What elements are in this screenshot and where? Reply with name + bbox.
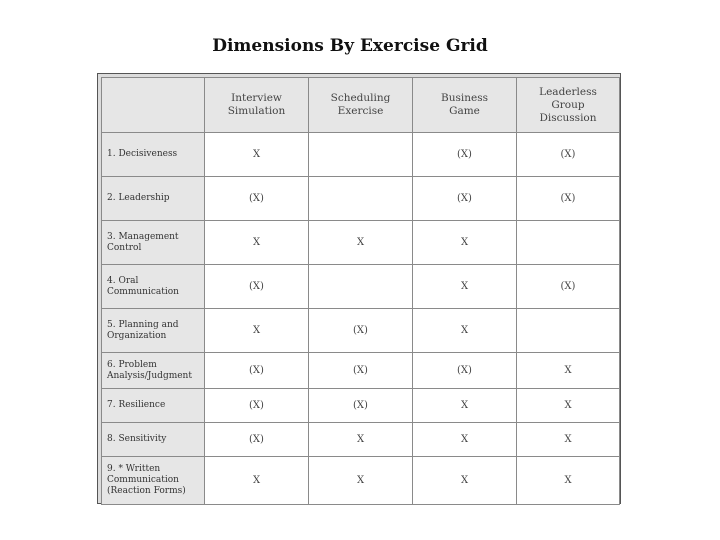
grid-cell: (X) (413, 177, 517, 221)
table-row (102, 221, 620, 265)
grid-cell: X (309, 221, 413, 265)
grid-cell: X (517, 353, 620, 389)
dimension-label: 1. Decisiveness (102, 133, 205, 177)
grid-cell: X (413, 423, 517, 457)
table-row (102, 457, 620, 505)
grid-cell (309, 265, 413, 309)
grid-cell: X (205, 221, 309, 265)
column-header: Interview Simulation (205, 78, 309, 133)
dimension-label: 5. Planning and Organization (102, 309, 205, 353)
grid-cell: X (517, 457, 620, 505)
corner-cell (102, 78, 205, 133)
grid-cell: (X) (205, 389, 309, 423)
grid-cell: X (517, 389, 620, 423)
table-row (102, 353, 620, 389)
grid-cell: X (413, 389, 517, 423)
grid-cell (309, 177, 413, 221)
grid-cell (517, 221, 620, 265)
table-row (102, 309, 620, 353)
column-header: Leaderless Group Discussion (517, 78, 620, 133)
dimension-label: 8. Sensitivity (102, 423, 205, 457)
table-row (102, 423, 620, 457)
grid-cell: (X) (517, 133, 620, 177)
grid-cell: X (309, 457, 413, 505)
grid-cell: X (205, 457, 309, 505)
grid-cell: (X) (309, 353, 413, 389)
grid-cell: X (205, 133, 309, 177)
grid-cell: X (413, 221, 517, 265)
table-row (102, 265, 620, 309)
grid-cell (517, 309, 620, 353)
dimension-label: 3. Management Control (102, 221, 205, 265)
grid-cell: (X) (205, 423, 309, 457)
grid-cell: (X) (309, 309, 413, 353)
dimension-label: 2. Leadership (102, 177, 205, 221)
grid-cell: (X) (517, 177, 620, 221)
dimension-label: 9. * Written Communication (Reaction Forms) (102, 457, 205, 505)
dimension-label: 6. Problem Analysis/Judgment (102, 353, 205, 389)
grid-cell: (X) (413, 353, 517, 389)
grid-cell (309, 133, 413, 177)
table-row (102, 389, 620, 423)
grid-table (101, 77, 620, 505)
grid-cell: X (413, 309, 517, 353)
header-row (102, 78, 620, 133)
grid-cell: (X) (413, 133, 517, 177)
dimension-label: 4. Oral Communication (102, 265, 205, 309)
grid-cell: X (309, 423, 413, 457)
grid-cell: X (205, 309, 309, 353)
column-header: Scheduling Exercise (309, 78, 413, 133)
grid-cell: X (413, 457, 517, 505)
table-row (102, 177, 620, 221)
grid-cell: (X) (517, 265, 620, 309)
column-header: Business Game (413, 78, 517, 133)
grid-cell: (X) (205, 353, 309, 389)
grid-cell: (X) (205, 265, 309, 309)
grid-cell: X (413, 265, 517, 309)
dimension-label: 7. Resilience (102, 389, 205, 423)
dimensions-grid (97, 73, 621, 504)
grid-cell: (X) (205, 177, 309, 221)
grid-cell: X (517, 423, 620, 457)
grid-cell: (X) (309, 389, 413, 423)
table-row (102, 133, 620, 177)
page-title: Dimensions By Exercise Grid (212, 36, 488, 56)
